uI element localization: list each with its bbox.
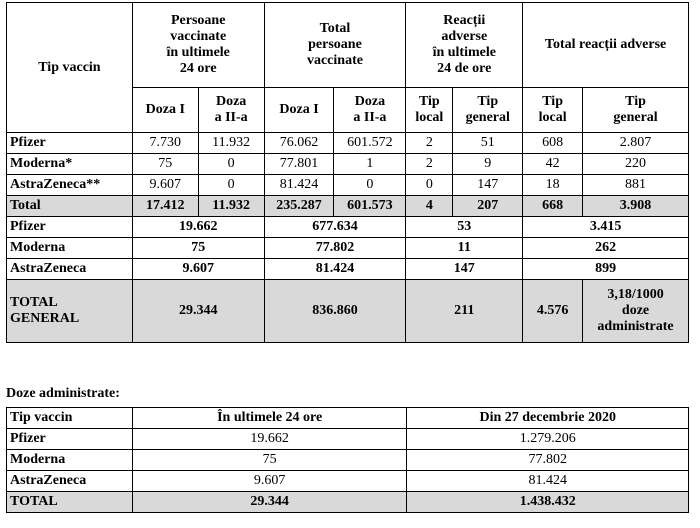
cell: 147 — [453, 175, 523, 196]
cell: 3.908 — [583, 196, 689, 217]
cell: 2.807 — [583, 133, 689, 154]
cell: 1.438.432 — [407, 492, 689, 513]
total-general-row — [7, 280, 689, 343]
cell: 76.062 — [264, 133, 334, 154]
cell: 220 — [583, 154, 689, 175]
row-label: TOTAL — [7, 492, 133, 513]
table-row — [7, 429, 689, 450]
header-total-reactii: Total reacții adverse — [523, 3, 689, 88]
cell: 0 — [334, 175, 406, 196]
row-label: Moderna — [7, 450, 133, 471]
cell: 9.607 — [132, 259, 264, 280]
table-row — [7, 450, 689, 471]
cell: 17.412 — [132, 196, 198, 217]
doze-administrate-caption: Doze administrate: — [6, 386, 120, 401]
summary-row — [7, 217, 689, 238]
rate-cell: 3,18/1000 doze administrate — [583, 280, 689, 343]
cell: 2 — [406, 154, 453, 175]
cell: 0 — [198, 175, 264, 196]
cell: 75 — [132, 450, 407, 471]
row-label: AstraZeneca — [7, 259, 133, 280]
header-tip-vaccin: Tip vaccin — [7, 408, 133, 429]
table-row — [7, 154, 689, 175]
vaccination-stats-table — [6, 2, 689, 343]
row-label: Moderna — [7, 238, 133, 259]
cell: 668 — [523, 196, 583, 217]
cell: 9 — [453, 154, 523, 175]
cell: 81.424 — [407, 471, 689, 492]
header-doza2: Doza a II-a — [334, 88, 406, 133]
cell: 18 — [523, 175, 583, 196]
table-row — [7, 175, 689, 196]
table-row — [7, 471, 689, 492]
cell: 7.730 — [132, 133, 198, 154]
total-row — [7, 492, 689, 513]
cell: 11 — [406, 238, 523, 259]
cell: 77.802 — [264, 238, 406, 259]
cell: 207 — [453, 196, 523, 217]
table-row — [7, 133, 689, 154]
header-din-27-decembrie: Din 27 decembrie 2020 — [407, 408, 689, 429]
cell: 9.607 — [132, 471, 407, 492]
cell: 19.662 — [132, 429, 407, 450]
cell: 81.424 — [264, 259, 406, 280]
cell: 4 — [406, 196, 453, 217]
summary-row — [7, 259, 689, 280]
cell: 1 — [334, 154, 406, 175]
row-label: AstraZeneca** — [7, 175, 133, 196]
header-doza1: Doza I — [132, 88, 198, 133]
cell: 2 — [406, 133, 453, 154]
header-total-persoane: Total persoane vaccinate — [264, 3, 406, 88]
cell: 0 — [406, 175, 453, 196]
cell: 899 — [523, 259, 689, 280]
cell: 262 — [523, 238, 689, 259]
cell: 75 — [132, 238, 264, 259]
row-label: Pfizer — [7, 217, 133, 238]
cell: 81.424 — [264, 175, 334, 196]
cell: 0 — [198, 154, 264, 175]
row-label: TOTAL GENERAL — [7, 280, 133, 343]
total-row — [7, 196, 689, 217]
row-label: Moderna* — [7, 154, 133, 175]
cell: 77.802 — [407, 450, 689, 471]
summary-row — [7, 238, 689, 259]
cell: 601.573 — [334, 196, 406, 217]
table-header-row — [7, 408, 689, 429]
header-tip-general: Tip general — [583, 88, 689, 133]
row-label: Pfizer — [7, 133, 133, 154]
cell: 1.279.206 — [407, 429, 689, 450]
cell: 881 — [583, 175, 689, 196]
cell: 3.415 — [523, 217, 689, 238]
cell: 4.576 — [523, 280, 583, 343]
header-doza2: Doza a II-a — [198, 88, 264, 133]
header-reactii-adverse: Reacții adverse în ultimele 24 de ore — [406, 3, 523, 88]
cell: 147 — [406, 259, 523, 280]
cell: 601.572 — [334, 133, 406, 154]
cell: 29.344 — [132, 280, 264, 343]
cell: 53 — [406, 217, 523, 238]
row-label: Total — [7, 196, 133, 217]
cell: 11.932 — [198, 133, 264, 154]
cell: 29.344 — [132, 492, 407, 513]
row-label: Pfizer — [7, 429, 133, 450]
header-persoane-vaccinate: Persoane vaccinate în ultimele 24 ore — [132, 3, 264, 88]
header-tip-local: Tip local — [523, 88, 583, 133]
cell: 836.860 — [264, 280, 406, 343]
cell: 77.801 — [264, 154, 334, 175]
cell: 9.607 — [132, 175, 198, 196]
cell: 42 — [523, 154, 583, 175]
cell: 608 — [523, 133, 583, 154]
header-tip-vaccin: Tip vaccin — [7, 3, 133, 133]
doze-administrate-table — [6, 407, 689, 513]
cell: 235.287 — [264, 196, 334, 217]
cell: 211 — [406, 280, 523, 343]
header-ultimele-24: În ultimele 24 ore — [132, 408, 407, 429]
header-doza1: Doza I — [264, 88, 334, 133]
cell: 51 — [453, 133, 523, 154]
row-label: AstraZeneca — [7, 471, 133, 492]
header-tip-general: Tip general — [453, 88, 523, 133]
cell: 677.634 — [264, 217, 406, 238]
cell: 11.932 — [198, 196, 264, 217]
header-tip-local: Tip local — [406, 88, 453, 133]
cell: 19.662 — [132, 217, 264, 238]
cell: 75 — [132, 154, 198, 175]
